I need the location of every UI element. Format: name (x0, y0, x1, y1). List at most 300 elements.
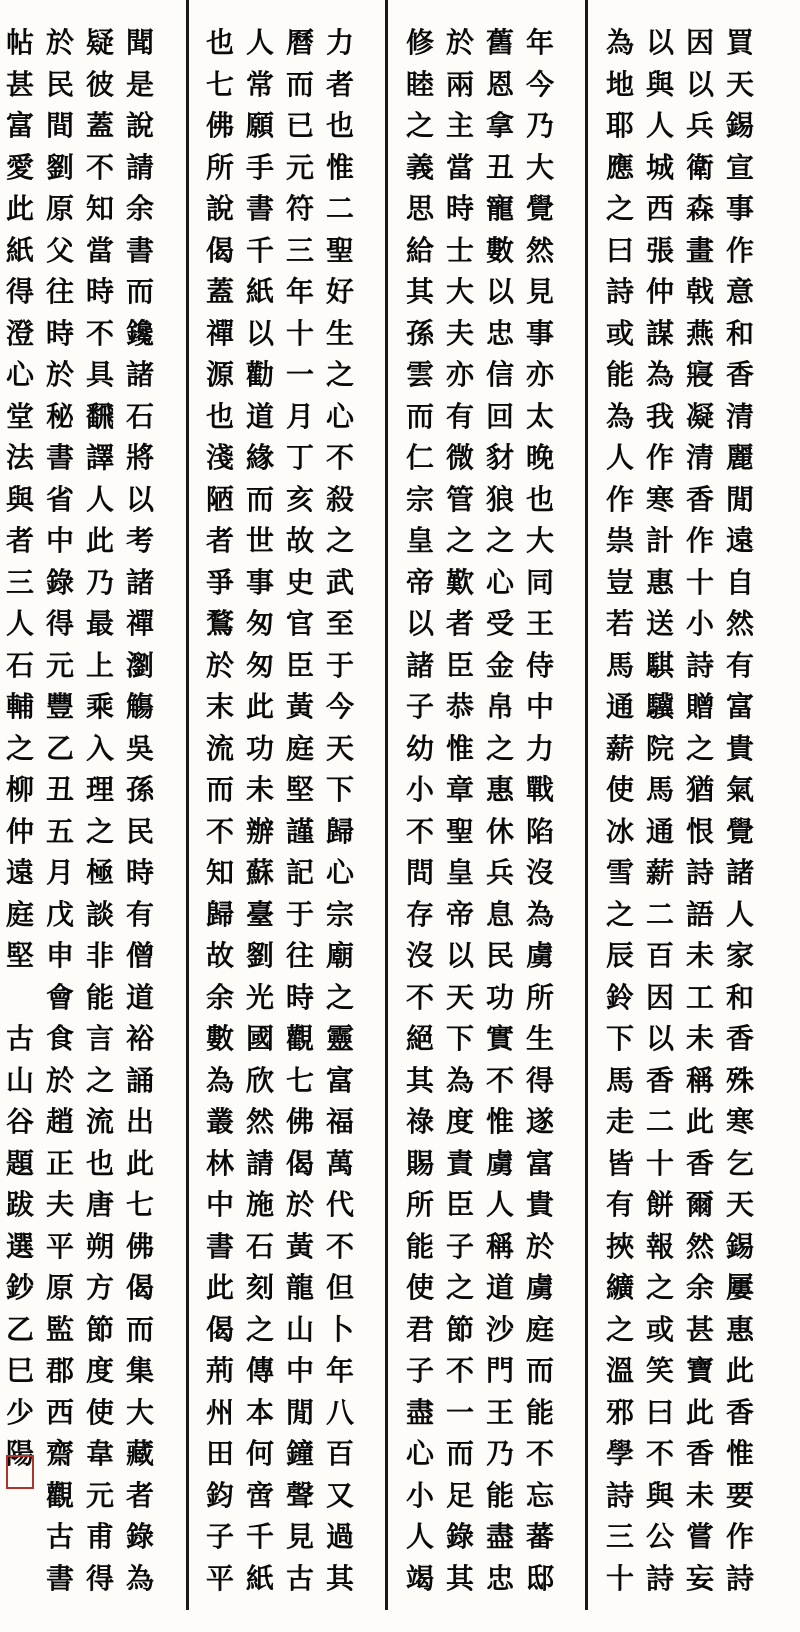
glyph: 小 (405, 1478, 434, 1512)
glyph: 乃 (485, 1437, 514, 1470)
glyph: 得 (525, 1063, 554, 1097)
text-column (280, 0, 320, 1632)
glyph: 不 (405, 814, 434, 848)
glyph: 庭 (5, 897, 34, 931)
glyph: 之 (645, 1271, 674, 1304)
glyph: 年 (285, 275, 314, 308)
glyph: 知 (85, 192, 114, 225)
glyph: 原 (45, 192, 74, 225)
glyph: 思 (405, 192, 434, 225)
glyph: 子 (205, 1520, 234, 1553)
glyph: 說 (125, 109, 154, 142)
glyph: 柳 (5, 773, 34, 806)
glyph: 於 (45, 26, 74, 59)
glyph: 心 (485, 565, 514, 599)
glyph: 夫 (45, 1188, 74, 1221)
glyph: 諸 (725, 856, 754, 889)
glyph: 平 (45, 1229, 74, 1263)
glyph: 見 (285, 1520, 314, 1553)
glyph: 三 (605, 1520, 634, 1553)
glyph: 食 (45, 1022, 74, 1055)
glyph: 卜 (325, 1312, 354, 1346)
glyph: 宗 (405, 482, 434, 516)
glyph: 麗 (725, 441, 754, 474)
glyph: 疑 (85, 26, 114, 59)
glyph: 符 (285, 192, 314, 225)
glyph: 此 (245, 690, 274, 723)
glyph: 以 (125, 482, 154, 516)
glyph: 天 (325, 731, 354, 765)
glyph: 狼 (485, 482, 514, 516)
glyph: 者 (205, 524, 234, 557)
glyph: 辰 (605, 939, 634, 972)
glyph: 人 (405, 1520, 434, 1553)
glyph: 覺 (725, 814, 754, 848)
glyph: 理 (85, 773, 114, 806)
glyph: 少 (5, 1395, 34, 1429)
glyph: 將 (125, 441, 154, 474)
glyph: 之 (325, 980, 354, 1014)
glyph: 紙 (245, 275, 274, 308)
glyph: 五 (45, 814, 74, 848)
glyph: 談 (85, 897, 114, 931)
glyph: 以 (645, 1022, 674, 1055)
glyph: 盡 (405, 1395, 434, 1429)
glyph: 笑 (645, 1354, 674, 1387)
glyph: 吳 (125, 731, 154, 765)
glyph: 與 (5, 482, 34, 516)
glyph: 為 (525, 897, 554, 931)
glyph: 義 (405, 150, 434, 184)
glyph: 劉 (245, 939, 274, 972)
glyph: 偈 (205, 1312, 234, 1346)
glyph: 爭 (205, 565, 234, 599)
glyph: 臣 (445, 648, 474, 682)
glyph: 時 (45, 316, 74, 350)
glyph: 錄 (45, 565, 74, 599)
glyph: 千 (245, 233, 274, 267)
glyph: 驥 (645, 690, 674, 723)
glyph: 乙 (45, 731, 74, 765)
text-column (520, 0, 560, 1632)
glyph: 度 (445, 1105, 474, 1138)
glyph: 舊 (485, 26, 514, 59)
glyph: 于 (325, 648, 354, 682)
glyph: 薪 (645, 856, 674, 889)
glyph: 心 (405, 1437, 434, 1470)
glyph: 之 (325, 524, 354, 557)
glyph: 堅 (5, 939, 34, 972)
glyph: 香 (725, 358, 754, 391)
signature-column (0, 1018, 40, 1478)
glyph: 出 (125, 1105, 154, 1138)
glyph: 朔 (85, 1229, 114, 1263)
glyph: 時 (125, 856, 154, 889)
glyph: 余 (685, 1271, 714, 1304)
glyph: 本 (245, 1395, 274, 1429)
glyph: 挾 (605, 1229, 634, 1263)
glyph: 管 (445, 482, 474, 516)
glyph: 使 (605, 773, 634, 806)
glyph: 士 (445, 233, 474, 267)
glyph: 下 (605, 1022, 634, 1055)
glyph: 於 (525, 1229, 554, 1263)
glyph: 王 (525, 607, 554, 640)
glyph: 為 (605, 26, 634, 59)
glyph: 仁 (405, 441, 434, 474)
glyph: 已 (285, 109, 314, 142)
glyph: 萬 (325, 1146, 354, 1180)
glyph: 百 (645, 939, 674, 972)
glyph: 惠 (645, 565, 674, 599)
glyph: 百 (325, 1437, 354, 1470)
glyph: 然 (685, 1229, 714, 1263)
glyph: 鈞 (205, 1478, 234, 1512)
glyph: 計 (645, 524, 674, 557)
glyph: 入 (85, 731, 114, 765)
glyph: 僧 (125, 939, 154, 972)
panel-divider-1 (186, 0, 189, 1610)
glyph: 於 (205, 648, 234, 682)
glyph: 譯 (85, 441, 114, 474)
glyph: 其 (445, 1561, 474, 1595)
glyph: 人 (725, 897, 754, 931)
glyph: 史 (285, 565, 314, 599)
glyph: 瀏 (125, 648, 154, 682)
glyph: 跋 (5, 1188, 34, 1221)
glyph: 十 (685, 565, 714, 599)
glyph: 森 (685, 192, 714, 225)
glyph: 西 (645, 192, 674, 225)
glyph: 爾 (685, 1188, 714, 1221)
glyph: 書 (205, 1229, 234, 1263)
glyph: 同 (525, 565, 554, 599)
glyph: 恭 (445, 690, 474, 723)
glyph: 欣 (245, 1063, 274, 1097)
glyph: 藏 (125, 1437, 154, 1470)
glyph: 遠 (725, 524, 754, 557)
glyph: 香 (685, 1146, 714, 1180)
glyph: 源 (205, 358, 234, 391)
glyph: 最 (85, 607, 114, 640)
glyph: 孫 (405, 316, 434, 350)
glyph: 休 (485, 814, 514, 848)
glyph: 以 (405, 607, 434, 640)
glyph: 年 (325, 1354, 354, 1387)
glyph: 於 (45, 1063, 74, 1097)
glyph: 錄 (125, 1520, 154, 1553)
glyph: 佛 (125, 1229, 154, 1263)
glyph: 唐 (85, 1188, 114, 1221)
glyph: 刻 (245, 1271, 274, 1304)
glyph: 地 (605, 67, 634, 101)
glyph: 金 (485, 648, 514, 682)
glyph: 二 (645, 1105, 674, 1138)
glyph: 巳 (5, 1354, 34, 1387)
glyph: 今 (525, 67, 554, 101)
glyph: 有 (125, 897, 154, 931)
glyph: 詩 (725, 1561, 754, 1595)
glyph: 陋 (205, 482, 234, 516)
glyph: 宗 (325, 897, 354, 931)
glyph: 而 (125, 275, 154, 308)
glyph: 小 (685, 607, 714, 640)
glyph: 作 (725, 1520, 754, 1553)
glyph: 代 (325, 1188, 354, 1221)
glyph: 申 (45, 939, 74, 972)
glyph: 者 (125, 1478, 154, 1512)
glyph: 輔 (5, 690, 34, 723)
glyph: 富 (525, 1146, 554, 1180)
glyph: 之 (605, 1312, 634, 1346)
glyph: 二 (325, 192, 354, 225)
glyph: 稱 (485, 1229, 514, 1263)
glyph: 恩 (485, 67, 514, 101)
glyph: 功 (485, 980, 514, 1014)
glyph: 未 (685, 939, 714, 972)
glyph: 月 (45, 856, 74, 889)
glyph: 語 (685, 897, 714, 931)
glyph: 乃 (525, 109, 554, 142)
glyph: 乃 (85, 565, 114, 599)
glyph: 上 (85, 648, 114, 682)
glyph: 戰 (525, 773, 554, 806)
glyph: 凝 (685, 399, 714, 433)
glyph: 趙 (45, 1105, 74, 1138)
glyph: 生 (325, 316, 354, 350)
glyph: 以 (645, 26, 674, 59)
glyph: 陽 (5, 1437, 34, 1470)
glyph: 聖 (325, 233, 354, 267)
glyph: 中 (285, 1354, 314, 1387)
glyph: 通 (605, 690, 634, 723)
glyph: 有 (605, 1188, 634, 1221)
glyph: 惟 (725, 1437, 754, 1470)
glyph: 蕃 (525, 1520, 554, 1553)
glyph: 中 (205, 1188, 234, 1221)
glyph: 度 (85, 1354, 114, 1387)
glyph: 於 (285, 1188, 314, 1221)
glyph: 者 (445, 607, 474, 640)
glyph: 諸 (125, 358, 154, 391)
glyph: 屢 (725, 1271, 754, 1304)
glyph: 報 (645, 1229, 674, 1263)
glyph: 鈴 (605, 980, 634, 1014)
glyph: 諸 (405, 648, 434, 682)
glyph: 間 (45, 109, 74, 142)
glyph: 所 (405, 1188, 434, 1221)
glyph: 余 (205, 980, 234, 1014)
glyph: 年 (525, 26, 554, 59)
glyph: 亦 (525, 358, 554, 391)
glyph: 虜 (525, 939, 554, 972)
glyph: 書 (245, 192, 274, 225)
glyph: 方 (85, 1271, 114, 1304)
glyph: 鑱 (125, 316, 154, 350)
glyph: 歸 (205, 897, 234, 931)
glyph: 民 (125, 814, 154, 848)
glyph: 龍 (285, 1271, 314, 1304)
glyph: 當 (85, 233, 114, 267)
glyph: 公 (645, 1520, 674, 1553)
glyph: 受 (485, 607, 514, 640)
glyph: 以 (245, 316, 274, 350)
glyph: 惠 (485, 773, 514, 806)
glyph: 偈 (285, 1146, 314, 1180)
glyph: 時 (285, 980, 314, 1014)
glyph: 香 (725, 1022, 754, 1055)
glyph: 而 (525, 1354, 554, 1387)
glyph: 世 (245, 524, 274, 557)
glyph: 拿 (485, 109, 514, 142)
glyph: 猶 (685, 773, 714, 806)
glyph: 詩 (685, 648, 714, 682)
glyph: 十 (285, 316, 314, 350)
glyph: 纊 (605, 1271, 634, 1304)
glyph: 州 (205, 1395, 234, 1429)
glyph: 甫 (85, 1520, 114, 1553)
glyph: 其 (405, 1063, 434, 1097)
glyph: 不 (85, 316, 114, 350)
glyph: 作 (605, 482, 634, 516)
panel-divider-2 (385, 0, 388, 1610)
glyph: 蓋 (205, 275, 234, 308)
glyph: 絕 (405, 1022, 434, 1055)
glyph: 作 (685, 524, 714, 557)
glyph: 佛 (285, 1105, 314, 1138)
glyph: 錄 (445, 1520, 474, 1553)
glyph: 劉 (45, 150, 74, 184)
glyph: 古 (45, 1520, 74, 1553)
glyph: 十 (645, 1146, 674, 1180)
glyph: 送 (645, 607, 674, 640)
glyph: 往 (285, 939, 314, 972)
glyph: 衛 (685, 150, 714, 184)
glyph: 為 (125, 1561, 154, 1595)
glyph: 功 (245, 731, 274, 765)
glyph: 之 (485, 731, 514, 765)
glyph: 八 (325, 1395, 354, 1429)
glyph: 之 (605, 897, 634, 931)
glyph: 子 (405, 1354, 434, 1387)
glyph: 大 (445, 275, 474, 308)
glyph: 叢 (205, 1105, 234, 1138)
glyph: 道 (245, 399, 274, 433)
glyph: 石 (125, 399, 154, 433)
glyph: 為 (645, 358, 674, 391)
glyph: 自 (725, 565, 754, 599)
glyph: 之 (685, 731, 714, 765)
glyph: 詩 (605, 275, 634, 308)
glyph: 丑 (45, 773, 74, 806)
glyph: 馬 (605, 648, 634, 682)
glyph: 會 (45, 980, 74, 1014)
glyph: 也 (85, 1146, 114, 1180)
glyph: 不 (645, 1437, 674, 1470)
glyph: 之 (325, 358, 354, 391)
glyph: 閒 (285, 1395, 314, 1429)
glyph: 齋 (45, 1437, 74, 1470)
glyph: 帖 (5, 26, 34, 59)
glyph: 香 (685, 482, 714, 516)
glyph: 也 (325, 109, 354, 142)
glyph: 也 (525, 482, 554, 516)
glyph: 谷 (5, 1105, 34, 1138)
glyph: 得 (5, 275, 34, 308)
glyph: 勸 (245, 358, 274, 391)
glyph: 辦 (245, 814, 274, 848)
glyph: 侍 (525, 648, 554, 682)
glyph: 貴 (525, 1188, 554, 1221)
glyph: 數 (485, 233, 514, 267)
glyph: 富 (325, 1063, 354, 1097)
text-column (200, 0, 240, 1632)
glyph: 光 (245, 980, 274, 1014)
glyph: 過 (325, 1520, 354, 1553)
glyph: 城 (645, 150, 674, 184)
text-column (720, 0, 760, 1632)
glyph: 國 (245, 1022, 274, 1055)
glyph: 不 (205, 814, 234, 848)
glyph: 香 (645, 1063, 674, 1097)
glyph: 戊 (45, 897, 74, 931)
glyph: 之 (445, 524, 474, 557)
glyph: 謹 (285, 814, 314, 848)
glyph: 節 (445, 1312, 474, 1346)
glyph: 為 (605, 399, 634, 433)
glyph: 書 (45, 441, 74, 474)
glyph: 故 (285, 524, 314, 557)
glyph: 監 (45, 1312, 74, 1346)
glyph: 邪 (605, 1395, 634, 1429)
glyph: 仲 (5, 814, 34, 848)
glyph: 孫 (125, 773, 154, 806)
glyph: 詩 (685, 856, 714, 889)
glyph: 清 (685, 441, 714, 474)
glyph: 沙 (485, 1312, 514, 1346)
glyph: 庭 (285, 731, 314, 765)
glyph: 未 (685, 1478, 714, 1512)
glyph: 但 (325, 1271, 354, 1304)
glyph: 鈔 (5, 1271, 34, 1304)
glyph: 餅 (645, 1188, 674, 1221)
glyph: 啻 (245, 1478, 274, 1512)
glyph: 足 (445, 1478, 474, 1512)
panel-divider-3 (585, 0, 588, 1610)
glyph: 道 (125, 980, 154, 1014)
glyph: 歎 (445, 565, 474, 599)
glyph: 流 (205, 731, 234, 765)
glyph: 或 (645, 1312, 674, 1346)
glyph: 兵 (685, 109, 714, 142)
glyph: 乘 (85, 690, 114, 723)
glyph: 和 (725, 980, 754, 1014)
text-column (40, 0, 80, 1632)
glyph: 詩 (605, 1478, 634, 1512)
glyph: 院 (645, 731, 674, 765)
glyph: 天 (725, 1188, 754, 1221)
glyph: 祿 (405, 1105, 434, 1138)
glyph: 實 (485, 1022, 514, 1055)
glyph: 裕 (125, 1022, 154, 1055)
glyph: 中 (525, 690, 554, 723)
glyph: 寶 (685, 1354, 714, 1387)
glyph: 大 (525, 524, 554, 557)
glyph: 晚 (525, 441, 554, 474)
glyph: 道 (485, 1271, 514, 1304)
glyph: 堂 (5, 399, 34, 433)
glyph: 而 (405, 399, 434, 433)
